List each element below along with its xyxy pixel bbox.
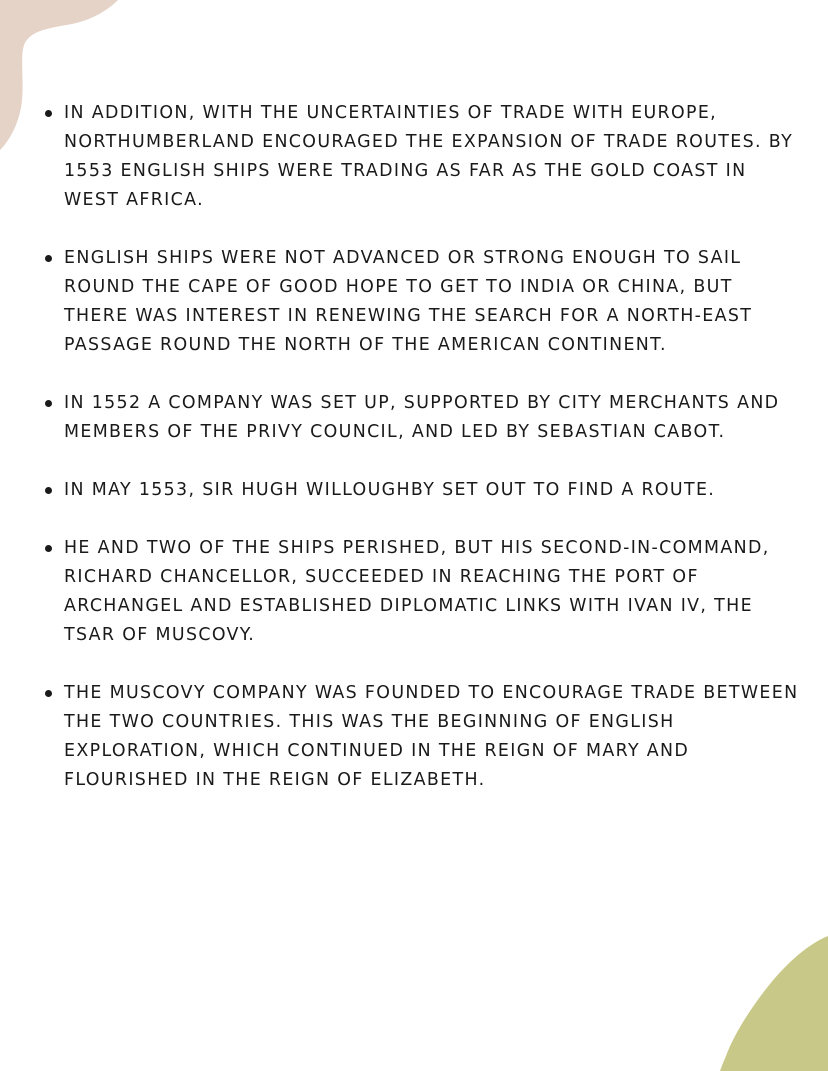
bullet-point-icon	[45, 487, 52, 494]
list-item	[42, 679, 802, 795]
bullet-text: HE AND TWO OF THE SHIPS PERISHED, BUT HIS SECOND-IN-COMMAND, RICHARD CHANCELLOR, SUCCEEDED IN REACHING THE PORT OF ARCHANGEL AND ESTABLISHED DIPLOMATIC LINKS WITH IVAN IV, THE TSAR OF MUSCOVY.	[64, 538, 770, 645]
bullet-text: THE MUSCOVY COMPANY WAS FOUNDED TO ENCOURAGE TRADE BETWEEN THE TWO COUNTRIES. THIS WAS THE BEGINNING OF ENGLISH EXPLORATION, WHICH CONTINUED IN THE REIGN OF MARY AND FLOURISHED IN THE REIGN OF ELIZABETH.	[64, 683, 799, 790]
bullet-point-icon	[45, 110, 52, 117]
bullet-list	[42, 99, 802, 824]
bullet-text: IN MAY 1553, SIR HUGH WILLOUGHBY SET OUT TO FIND A ROUTE.	[64, 480, 716, 500]
list-item	[42, 244, 802, 360]
bullet-text: IN 1552 A COMPANY WAS SET UP, SUPPORTED BY CITY MERCHANTS AND MEMBERS OF THE PRIVY COUNCIL, AND LED BY SEBASTIAN CABOT.	[64, 393, 780, 442]
list-item	[42, 389, 802, 447]
list-item	[42, 99, 802, 215]
list-item	[42, 534, 802, 650]
decorative-blob-bottom-right	[708, 936, 828, 1071]
bullet-text: ENGLISH SHIPS WERE NOT ADVANCED OR STRONG ENOUGH TO SAIL ROUND THE CAPE OF GOOD HOPE TO GET TO INDIA OR CHINA, BUT THERE WAS INTEREST IN RENEWING THE SEARCH FOR A NORTH-EAST PASSAGE ROUND THE NORTH OF THE AMERICAN CONTINENT.	[64, 248, 753, 355]
bullet-point-icon	[45, 545, 52, 552]
bullet-text: IN ADDITION, WITH THE UNCERTAINTIES OF TRADE WITH EUROPE, NORTHUMBERLAND ENCOURAGED THE EXPANSION OF TRADE ROUTES. BY 1553 ENGLISH SHIPS WERE TRADING AS FAR AS THE GOLD COAST IN WEST AFRICA.	[64, 103, 794, 210]
list-item	[42, 476, 802, 505]
blob-bottom-right-shape	[720, 936, 828, 1071]
bullet-point-icon	[45, 690, 52, 697]
bullet-point-icon	[45, 400, 52, 407]
bullet-point-icon	[45, 255, 52, 262]
